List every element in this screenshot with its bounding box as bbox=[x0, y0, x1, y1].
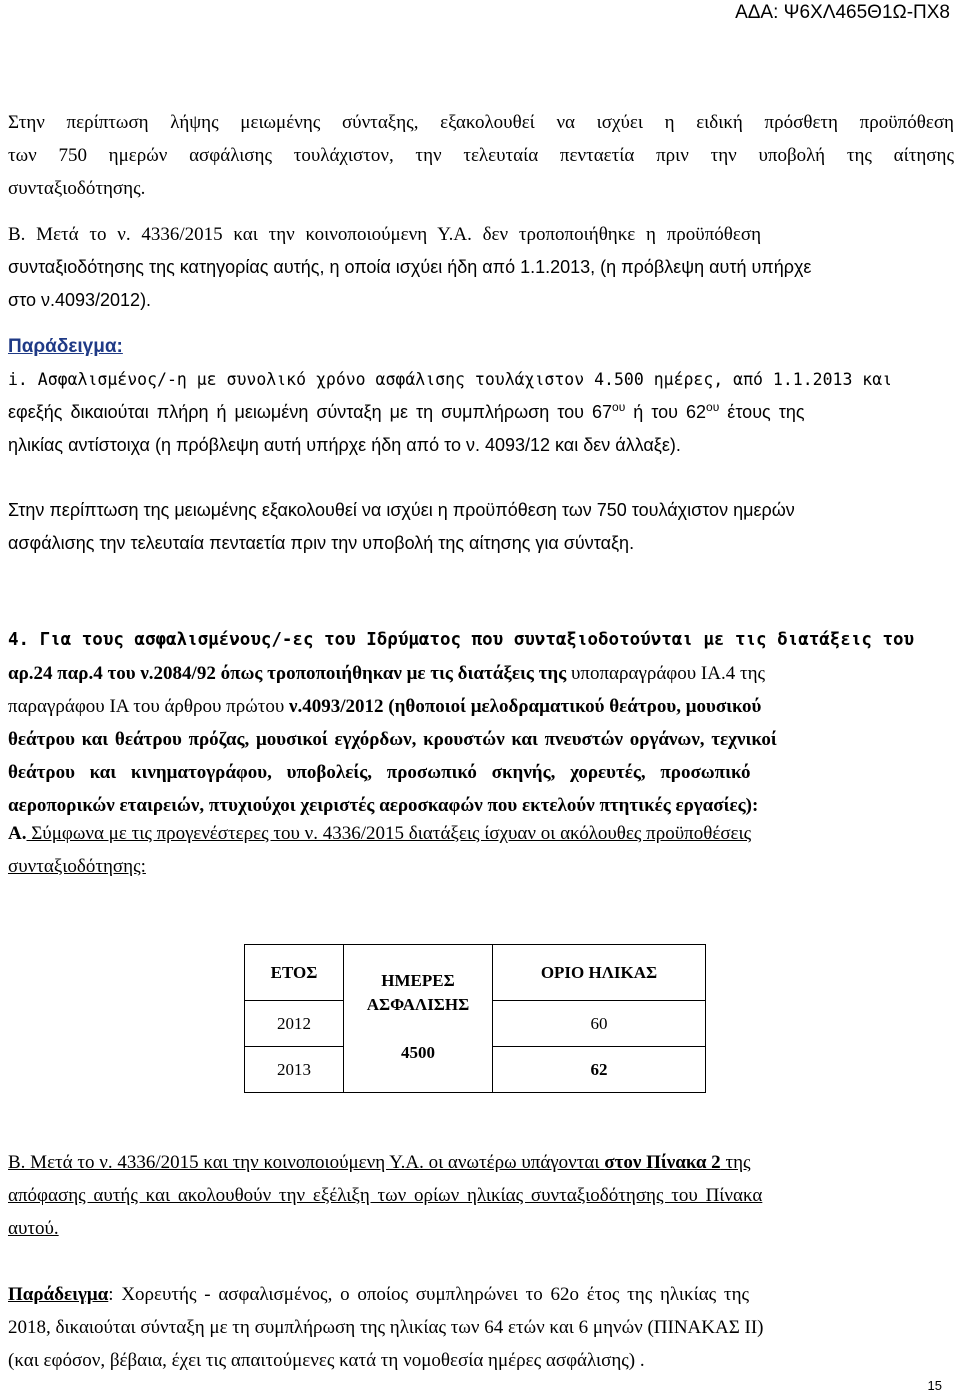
text-line bbox=[8, 657, 954, 690]
bold-fragment: θεάτρου και θεάτρου πρόζας, μουσικοί εγχόρδων, κρουστών και πνευστών οργάνων, τεχνικοί bbox=[8, 729, 777, 750]
paragraph-reduced-pension bbox=[8, 106, 954, 205]
text-line: των 750 ημερών ασφάλισης τουλάχιστον, την τελευταία πενταετία πριν την υποβολή της αίτησης bbox=[8, 145, 954, 166]
table-cell-year: 2013 bbox=[245, 1047, 344, 1093]
table-cell-age: 60 bbox=[493, 1001, 706, 1047]
section-heading: 4. Για τους ασφαλισμένους/-ες του Ιδρύματος που συνταξιοδοτούνται με τις διατάξεις του bbox=[8, 630, 915, 650]
example-one bbox=[8, 330, 954, 462]
text-line: Στην περίπτωση της μειωμένης εξακολουθεί να ισχύει η προϋπόθεση των 750 τουλάχιστον ημερών bbox=[8, 500, 795, 520]
text-line: Στην περίπτωση λήψης μειωμένης σύνταξης, εξακολουθεί να ισχύει η ειδική πρόσθετη προϋπόθεση bbox=[8, 112, 954, 133]
text-line bbox=[8, 723, 954, 756]
text-line bbox=[8, 756, 954, 789]
text-line: (και εφόσον, βέβαια, έχει τις απαιτούμενες κατά τη νομοθεσία ημέρες ασφάλισης) . bbox=[8, 1350, 645, 1371]
text-line bbox=[8, 690, 954, 723]
text-line: Β. Μετά το ν. 4336/2015 και την κοινοποιούμενη Υ.Α. δεν τροποποιήθηκε η προϋπόθεση bbox=[8, 224, 762, 245]
text-fragment: εφεξής δικαιούται πλήρη ή μειωμένη σύνταξη με τη συμπλήρωση του 67 bbox=[8, 402, 613, 422]
example-label: Παράδειγμα bbox=[8, 1284, 109, 1305]
text-fragment: υποπαραγράφου ΙΑ.4 της bbox=[566, 663, 766, 684]
paragraph-750-days bbox=[8, 494, 954, 560]
text-line bbox=[8, 817, 954, 850]
conditions-table bbox=[244, 944, 706, 1093]
text-line bbox=[8, 1278, 954, 1311]
text-fragment: έτους της bbox=[719, 402, 805, 422]
ada-code: ΑΔΑ: Ψ6ΧΛ465Θ1Ω-ΠΧ8 bbox=[735, 2, 950, 23]
text-fragment: ή του 62 bbox=[625, 402, 707, 422]
text-fragment: παραγράφου ΙΑ του άρθρου πρώτου bbox=[8, 696, 290, 717]
text-line: απόφασης αυτής και ακολουθούν την εξέλιξη των ορίων ηλικίας συνταξιοδότησης του Πίνακα bbox=[8, 1185, 763, 1206]
text-line bbox=[8, 396, 954, 429]
part-a bbox=[8, 817, 954, 883]
table-header-days: ΗΜΕΡΕΣ bbox=[381, 971, 455, 990]
table-cell-age: 62 bbox=[493, 1047, 706, 1093]
table-days-value: 4500 bbox=[401, 1043, 435, 1062]
text-line: συνταξιοδότησης. bbox=[8, 178, 146, 199]
table-header-age: ΟΡΙΟ ΗΛΙΚΑΣ bbox=[493, 945, 706, 1001]
part-b bbox=[8, 1146, 954, 1245]
paragraph-b-law-4336 bbox=[8, 218, 954, 317]
part-letter: Α. bbox=[8, 823, 27, 844]
bold-fragment: ν.4093/2012 (ηθοποιοί μελοδραματικού θεάτρου, μουσικού bbox=[289, 696, 762, 717]
text-line: ηλικίας αντίστοιχα (η πρόβλεψη αυτή υπήρχε ήδη από το ν. 4093/12 και δεν άλλαξε). bbox=[8, 435, 681, 455]
superscript: ου bbox=[612, 400, 626, 414]
page-number: 15 bbox=[927, 1378, 942, 1393]
bold-fragment: στον Πίνακα 2 bbox=[604, 1152, 721, 1173]
text-line: 2018, δικαιούται σύνταξη με τη συμπλήρωση της ηλικίας των 64 ετών και 6 μηνών (ΠΙΝΑΚΑΣ ΙΙ) bbox=[8, 1317, 764, 1338]
text-line bbox=[8, 1146, 954, 1179]
section-4 bbox=[8, 624, 954, 822]
example-label: Παράδειγμα: bbox=[8, 336, 123, 357]
text-line: i. Ασφαλισμένος/-η με συνολικό χρόνο ασφάλισης τουλάχιστον 4.500 ημέρες, από 1.1.2013 και bbox=[8, 370, 893, 389]
bold-fragment: αεροπορικών εταιρειών, πτυχιούχοι χειριστές αεροσκαφών που εκτελούν πτητικές εργασίες): bbox=[8, 795, 759, 816]
text-fragment: της bbox=[720, 1152, 751, 1173]
table-days-cell bbox=[344, 945, 493, 1093]
text-line: στο ν.4093/2012). bbox=[8, 290, 152, 310]
table-header-days: ΑΣΦΑΛΙΣΗΣ bbox=[366, 995, 470, 1014]
table-cell-year: 2012 bbox=[245, 1001, 344, 1047]
text-fragment: Σύμφωνα με τις προγενέστερες του ν. 4336/2015 διατάξεις ίσχυαν οι ακόλουθες προϋποθέσεις bbox=[26, 823, 752, 844]
bold-fragment: θεάτρου και κινηματογράφου, υποβολείς, προσωπικό σκηνής, χορευτές, προσωπικό bbox=[8, 762, 751, 783]
bold-fragment: αρ.24 παρ.4 του ν.2084/92 όπως τροποποιήθηκαν με τις διατάξεις της bbox=[8, 663, 567, 684]
text-line: αυτού. bbox=[8, 1218, 59, 1239]
text-fragment: Β. Μετά το ν. 4336/2015 και την κοινοποιούμενη Υ.Α. οι ανωτέρω υπάγονται bbox=[8, 1152, 605, 1173]
text-line: συνταξιοδότησης: bbox=[8, 856, 146, 877]
text-line: ασφάλισης την τελευταία πενταετία πριν την υποβολή της αίτησης για σύνταξη. bbox=[8, 533, 635, 553]
text-fragment: : Χορευτής - ασφαλισμένος, ο οποίος συμπληρώνει το 62ο έτος της ηλικίας της bbox=[108, 1284, 750, 1305]
text-line: συνταξιοδότησης της κατηγορίας αυτής, η οποία ισχύει ήδη από 1.1.2013, (η πρόβλεψη αυτή υπήρχε bbox=[8, 257, 812, 277]
superscript: ου bbox=[706, 400, 720, 414]
table-header-year: ΕΤΟΣ bbox=[245, 945, 344, 1001]
example-two bbox=[8, 1278, 954, 1377]
